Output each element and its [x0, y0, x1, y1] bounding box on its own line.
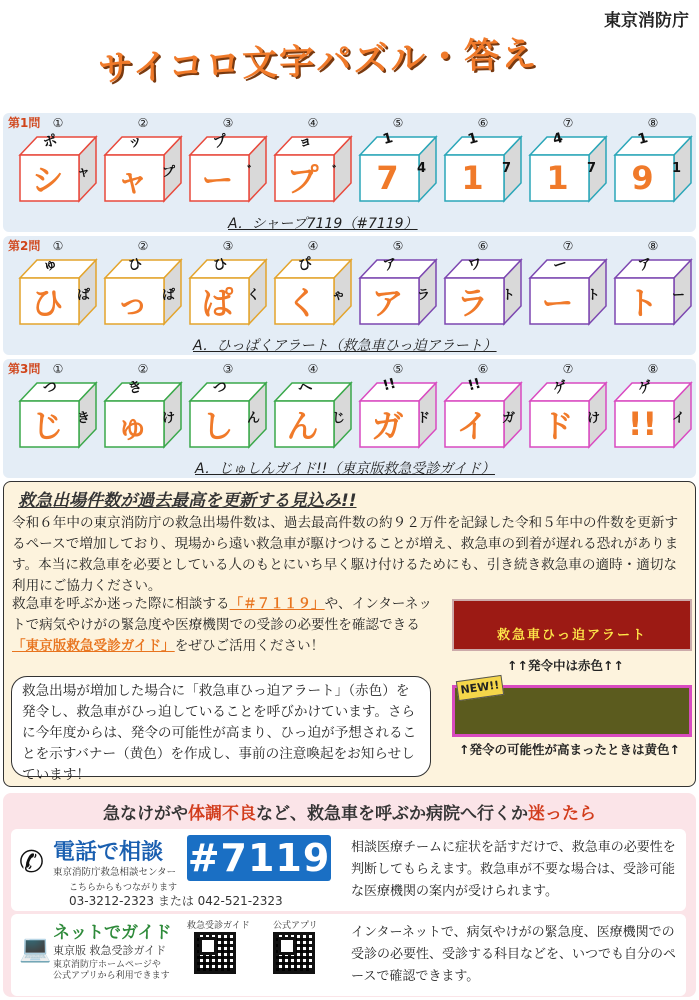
dice-cube — [527, 254, 609, 324]
cube-front-char: っ — [116, 284, 149, 322]
qr-code-icon[interactable] — [194, 932, 236, 974]
dice-cube — [187, 131, 269, 201]
cube-side-char: ﾞ — [332, 165, 339, 180]
cube-top-char: つ — [41, 378, 60, 398]
qr-code-icon[interactable] — [273, 932, 315, 974]
cube-number: ④ — [307, 116, 319, 130]
qr-label: 救急受診ガイド — [187, 921, 250, 931]
new-badge: NEW!! — [456, 675, 504, 701]
cube-front-char: ー — [201, 161, 234, 199]
dice-cube — [187, 254, 269, 324]
cube-side-char: ト — [502, 288, 516, 303]
cube-side-char: ん — [247, 411, 261, 426]
cube-side-char: 7 — [502, 161, 512, 176]
cube-top-char: き — [126, 378, 145, 398]
caption-red: ↑↑発令中は赤色↑↑ — [507, 658, 624, 673]
cube-side-char: ぱ — [162, 288, 176, 303]
cube-top-char: ひ — [211, 255, 230, 275]
dice-cube — [357, 377, 439, 447]
cube-top-char: 1 — [636, 130, 650, 148]
cube-front-char: 7 — [376, 159, 399, 197]
net-card — [11, 914, 686, 996]
question-label: 第3問 — [8, 362, 41, 376]
dice-cube — [612, 131, 694, 201]
cube-number: ⑧ — [647, 239, 659, 253]
cube-front-char: プ — [286, 161, 319, 199]
cube-top-char: へ — [296, 378, 315, 398]
cube-number: ⑦ — [562, 362, 574, 376]
info-section — [3, 481, 696, 787]
cube-side-char: ー — [672, 288, 686, 303]
dice-cube — [272, 131, 354, 201]
dice-cube — [442, 131, 524, 201]
cube-top-char: !! — [381, 375, 398, 395]
qr-label: 公式アプリ — [273, 921, 318, 931]
text-emphasis: 体調不良 — [188, 804, 256, 824]
cube-side-char: ぱ — [77, 288, 91, 303]
dice-cube — [17, 254, 99, 324]
cube-front-char: じ — [31, 407, 64, 445]
cube-top-char: 1 — [466, 130, 480, 148]
net-title: ネットでガイド — [53, 923, 172, 943]
dice-cube — [102, 377, 184, 447]
page-title: サイコロ文字パズル・答え — [97, 34, 539, 90]
computer-icon: 💻 — [19, 934, 52, 964]
text: 救急車を呼ぶか迷った際に相談する — [12, 596, 230, 612]
cube-number: ③ — [222, 362, 234, 376]
net-description: インターネットで、病気やけがの緊急度、医療機関での受診の必要性、受診する科目などを、いつでも自分のペースで確認できます。 — [351, 925, 677, 984]
link-guide[interactable]: 「東京版救急受診ガイド」 — [12, 638, 175, 654]
info-paragraph-2 — [12, 594, 444, 657]
text: 急なけがや — [103, 804, 188, 824]
cube-top-char: ョ — [296, 132, 315, 152]
cube-side-char: 7 — [587, 161, 597, 176]
cube-top-char: ア — [636, 255, 655, 275]
cube-side-char: ガ — [502, 411, 516, 426]
cube-top-char: 1 — [381, 130, 395, 148]
cube-front-char: !! — [627, 405, 658, 443]
cube-top-char: ア — [381, 255, 400, 275]
dice-cube — [612, 377, 694, 447]
cube-side-char: け — [587, 411, 601, 426]
dice-cube — [357, 254, 439, 324]
cube-number: ④ — [307, 362, 319, 376]
cube-front-char: イ — [456, 407, 489, 445]
answer-text: A．ひっぱくアラート（救急車ひっ迫アラート） — [193, 338, 497, 354]
cube-front-char: く — [286, 284, 319, 322]
phone-card — [11, 829, 686, 911]
cube-number: ⑤ — [392, 116, 404, 130]
phone-icon: ✆ — [19, 845, 45, 880]
phone-title: 電話で相談 — [53, 840, 164, 865]
cube-front-char: ひ — [31, 284, 64, 322]
cube-number: ⑥ — [477, 362, 489, 376]
cube-front-char: ゅ — [116, 407, 149, 445]
cube-side-char: ラ — [417, 288, 431, 303]
dice-cube — [442, 254, 524, 324]
cube-top-char: ぴ — [296, 255, 315, 275]
cube-side-char: イ — [672, 411, 686, 426]
cube-side-char: 4 — [417, 161, 427, 176]
question-2-panel — [3, 236, 696, 355]
cube-front-char: ド — [541, 407, 574, 445]
phone-sub: こちらからもつながります — [69, 883, 178, 893]
dice-cube — [527, 131, 609, 201]
text: 公式アプリから利用できます — [53, 971, 170, 981]
cube-number: ① — [52, 362, 64, 376]
cube-side-char: き — [77, 411, 91, 426]
info-heading: 救急出場件数が過去最高を更新する見込み!! — [18, 491, 357, 511]
cube-number: ⑤ — [392, 239, 404, 253]
net-subtitle: 東京版 救急受診ガイド — [53, 944, 167, 957]
dice-cube — [17, 131, 99, 201]
dice-cube — [612, 254, 694, 324]
question-label: 第2問 — [8, 239, 41, 253]
cube-top-char: ワ — [466, 255, 485, 275]
cube-number: ⑧ — [647, 116, 659, 130]
cube-number: ⑦ — [562, 116, 574, 130]
cube-number: ② — [137, 362, 149, 376]
cube-side-char: じ — [332, 411, 346, 426]
dice-cube — [102, 131, 184, 201]
answer-text: A．シャープ7119（#7119） — [228, 216, 418, 232]
help-heading — [3, 799, 696, 824]
cube-number: ① — [52, 116, 64, 130]
cube-number: ① — [52, 239, 64, 253]
cube-top-char: プ — [211, 132, 230, 152]
cube-side-char: ゃ — [332, 288, 346, 303]
phone-center: 東京消防庁救急相談センター — [53, 867, 177, 878]
phone-numbers[interactable]: 03-3212-2323 または 042-521-2323 — [69, 894, 283, 908]
cube-front-char: ャ — [116, 161, 149, 199]
dice-cube — [272, 377, 354, 447]
speech-bubble: 救急出場が増加した場合に「救急車ひっ迫アラート」（赤色）を発令し、救急車がひっ迫していることを呼びかけています。さらに今年度からは、発令の可能性が高まり、ひっ迫が予想されることを示すバナー（黄色）を作成し、事前の注意喚起をお知らせしています！ — [11, 676, 431, 777]
cube-top-char: ポ — [41, 132, 60, 152]
cube-top-char: ー — [551, 255, 570, 275]
phone-description: 相談医療チームに症状を話すだけで、救急車の必要性を判断してもらえます。救急車が不要な場合は、受診可能な医療機関の案内が受けられます。 — [351, 840, 676, 899]
cube-front-char: ガ — [371, 407, 404, 445]
cube-side-char: 1 — [672, 161, 682, 176]
cube-front-char: ア — [371, 284, 404, 322]
text: など、救急車を呼ぶか病院へ行くか — [256, 804, 528, 824]
text: 東京消防庁ホームページや — [53, 960, 161, 970]
cube-front-char: し — [201, 407, 234, 445]
cube-front-char: シ — [31, 161, 64, 199]
cube-side-char: く — [247, 288, 261, 303]
cube-top-char: ゲ — [551, 378, 570, 398]
dice-cube — [102, 254, 184, 324]
cube-top-char: ひ — [126, 255, 145, 275]
agency-name: 東京消防庁 — [604, 11, 689, 31]
cube-top-char: 4 — [551, 130, 565, 148]
cube-front-char: ラ — [456, 284, 489, 322]
text: や、インターネットで病気やけがの緊急度や医療機関での受診の必要性を確認できる — [12, 596, 432, 633]
cube-front-char: 9 — [631, 159, 654, 197]
alert-banner-red — [452, 599, 692, 651]
cube-side-char: プ — [162, 165, 176, 180]
caption-yellow: ↑発令の可能性が高まったときは黄色↑ — [459, 742, 680, 757]
dice-cube — [187, 377, 269, 447]
text: をぜひご活用ください！ — [174, 638, 325, 654]
cube-side-char: ド — [417, 411, 431, 426]
link-7119[interactable]: 「＃７１１９」 — [229, 596, 325, 612]
cube-top-char: ッ — [126, 132, 145, 152]
cube-front-char: ん — [286, 407, 319, 445]
cube-front-char: 1 — [546, 159, 569, 197]
cube-side-char: ャ — [77, 165, 91, 180]
help-section — [3, 793, 696, 997]
cube-top-char: つ — [211, 378, 230, 398]
cube-number: ③ — [222, 239, 234, 253]
text-emphasis: 迷ったら — [528, 804, 596, 824]
dice-cube — [527, 377, 609, 447]
net-note — [53, 960, 170, 982]
dice-cube — [17, 377, 99, 447]
cube-number: ⑥ — [477, 239, 489, 253]
cube-number: ⑥ — [477, 116, 489, 130]
number-7119-badge[interactable]: #7119 — [187, 836, 331, 880]
cube-side-char: け — [162, 411, 176, 426]
cube-number: ② — [137, 239, 149, 253]
cube-side-char: ﾞ — [247, 165, 254, 180]
cube-front-char: ー — [541, 284, 574, 322]
cube-number: ③ — [222, 116, 234, 130]
cube-number: ⑦ — [562, 239, 574, 253]
answer-text: A．じゅしんガイド!!（東京版救急受診ガイド） — [195, 461, 495, 477]
cube-top-char: !! — [466, 375, 483, 395]
cube-front-char: 1 — [461, 159, 484, 197]
cube-number: ⑤ — [392, 362, 404, 376]
info-paragraph: 令和６年中の東京消防庁の救急出場件数は、過去最高件数の約９２万件を記録した令和５年中の件数を更新するペースで増加しており、現場から遠い救急車が駆けつけることが増え、救急車の到着が遅れる恐れがあります。本当に救急車を必要としている人のもとにいち早く駆け付けるためにも、引き続き救急車の適時・適切な利用にご協力ください。 — [12, 515, 679, 594]
cube-number: ⑧ — [647, 362, 659, 376]
cube-side-char: ト — [587, 288, 601, 303]
cube-front-char: ト — [626, 284, 659, 322]
dice-cube — [357, 131, 439, 201]
cube-number: ④ — [307, 239, 319, 253]
question-1-panel — [3, 113, 696, 232]
question-label: 第1問 — [8, 116, 41, 130]
cube-top-char: ゲ — [636, 378, 655, 398]
cube-front-char: ぱ — [201, 284, 234, 322]
banner-text: 救急車ひっ迫アラート — [496, 628, 647, 643]
dice-cube — [442, 377, 524, 447]
question-3-panel — [3, 359, 696, 478]
cube-top-char: ゅ — [41, 255, 60, 275]
dice-cube — [272, 254, 354, 324]
cube-number: ② — [137, 116, 149, 130]
